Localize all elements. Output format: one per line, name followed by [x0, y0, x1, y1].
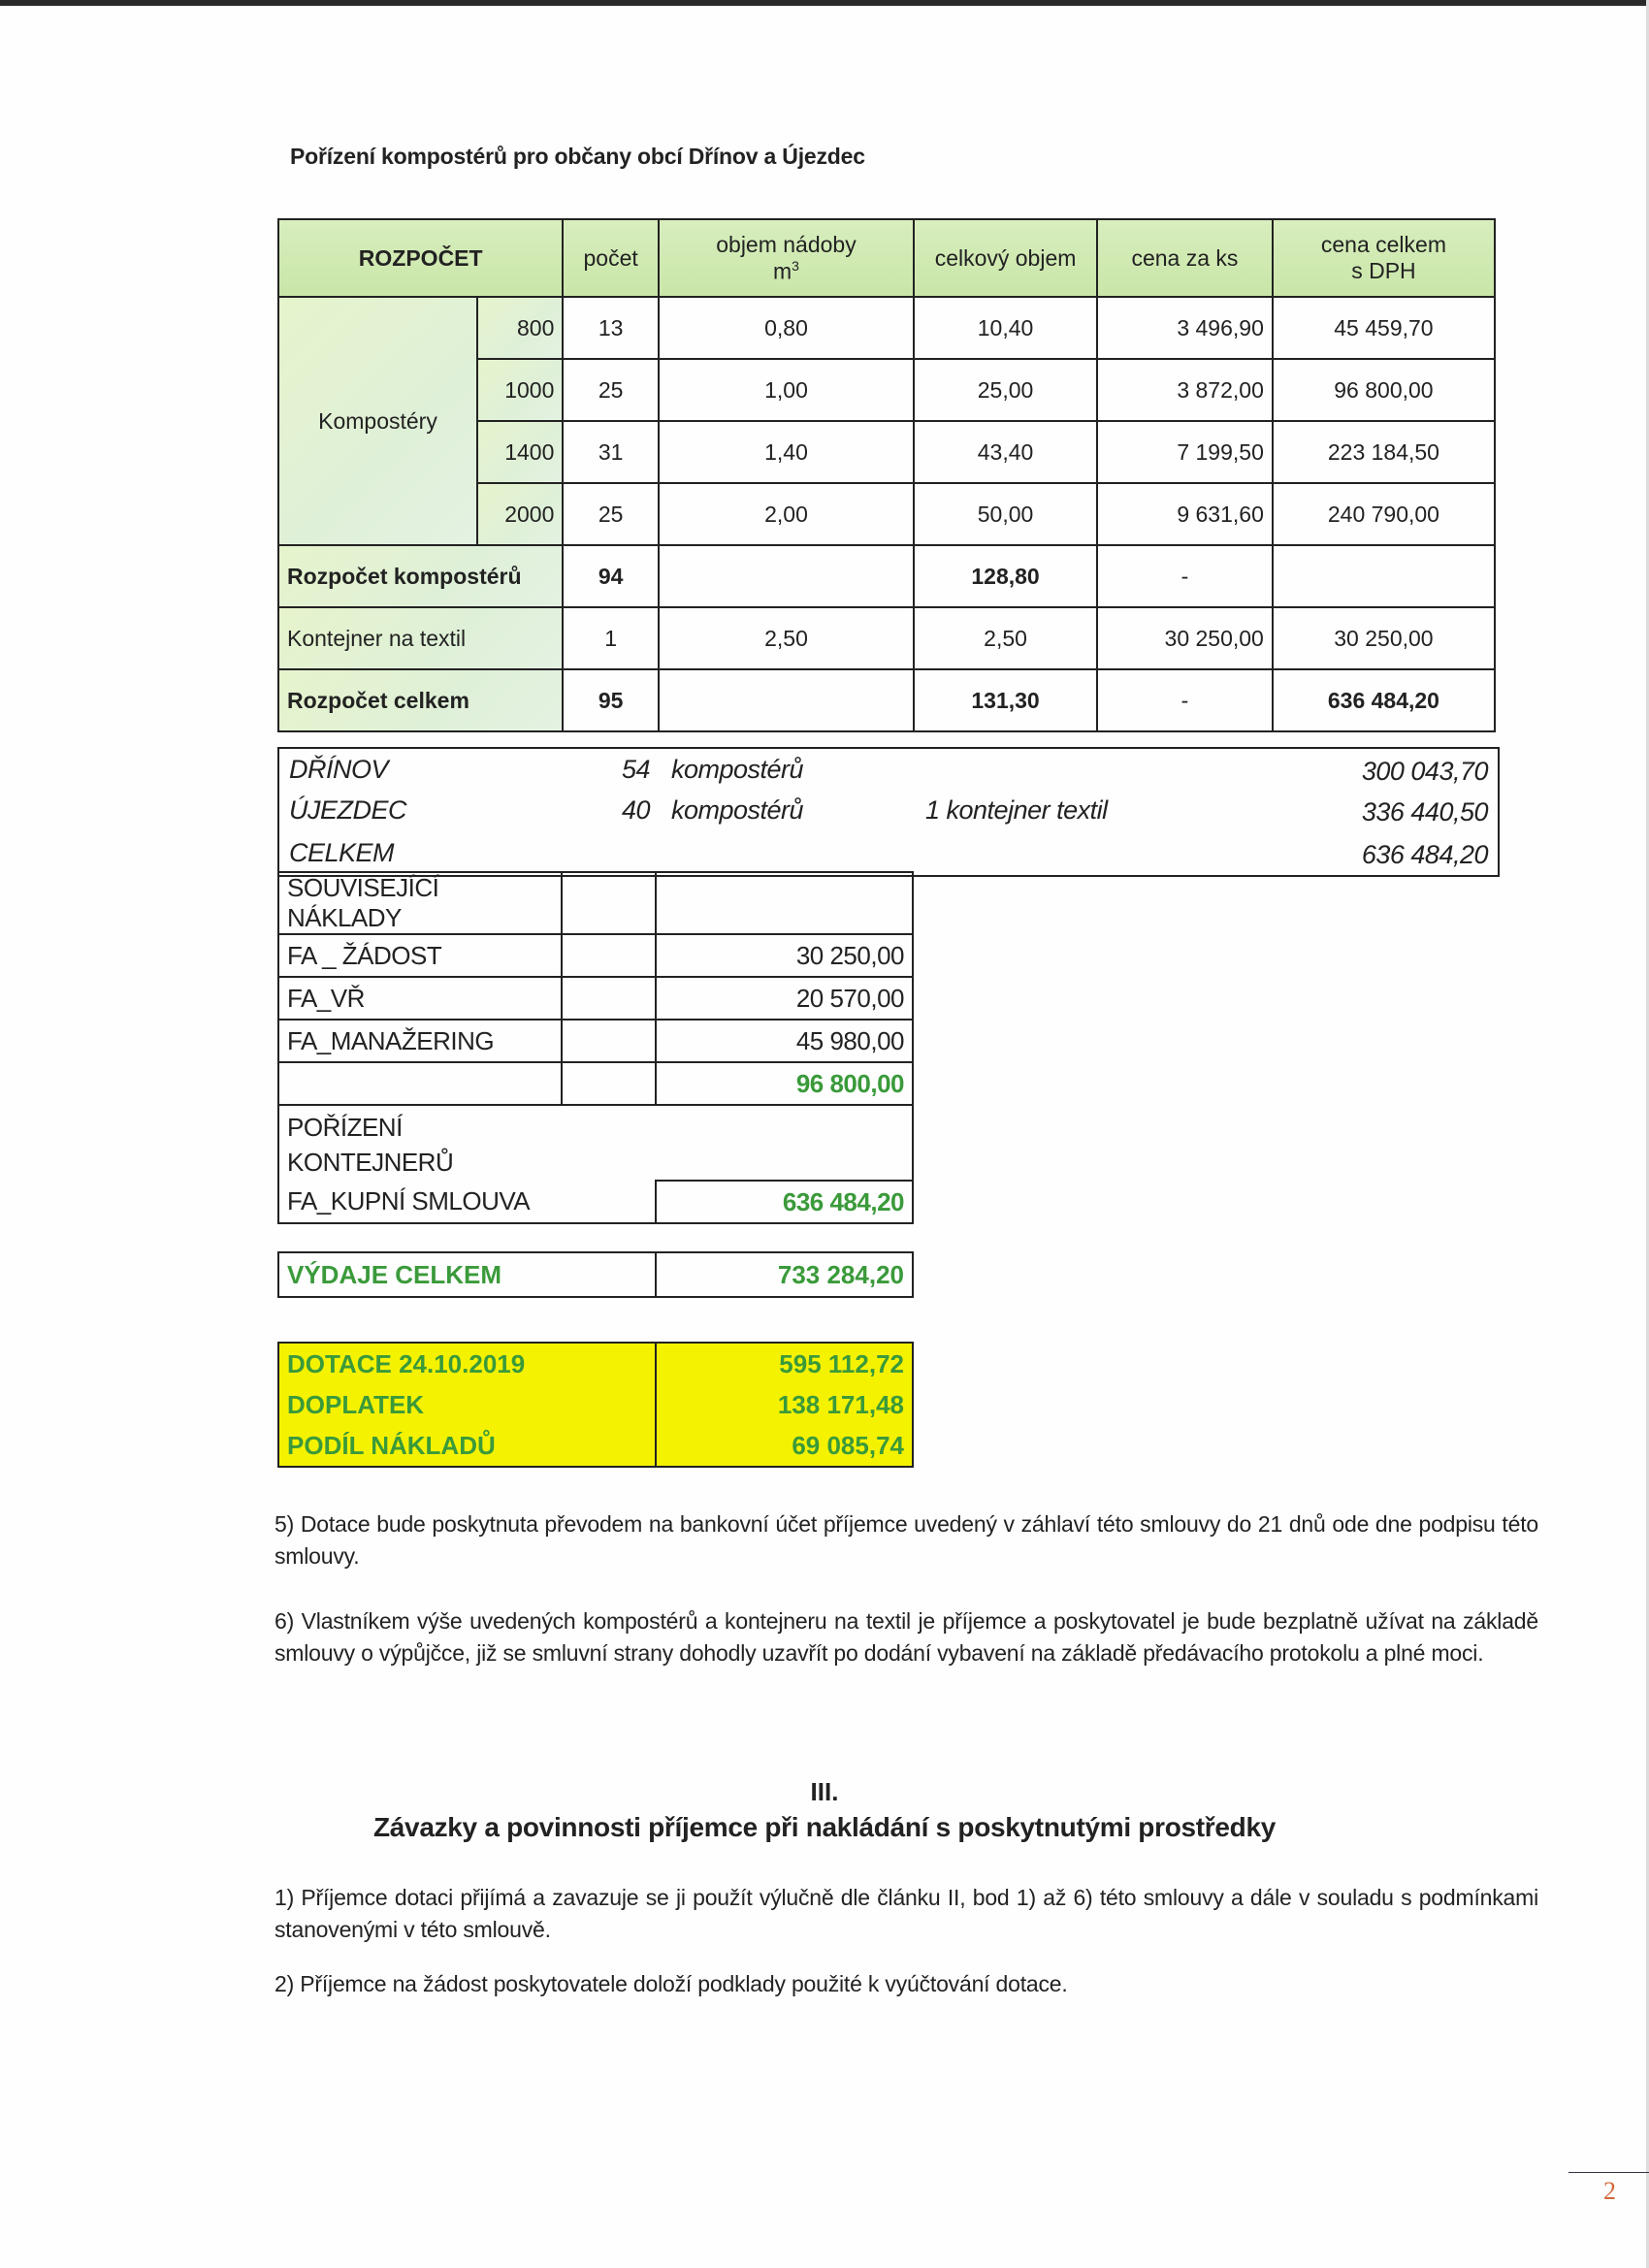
- cost-amount: 45 980,00: [656, 1020, 913, 1062]
- purchase-heading-l2: KONTEJNERŮ: [287, 1148, 454, 1177]
- subsidy-label: PODÍL NÁKLADŮ: [287, 1431, 496, 1460]
- header-objem-unit: [667, 258, 905, 285]
- costs-subtotal: 96 800,00: [656, 1062, 913, 1105]
- pocet-cell: 25: [563, 359, 658, 421]
- expenses-total-table: [277, 1251, 914, 1298]
- pocet-cell: 1: [563, 607, 658, 669]
- cena-celkem-cell: 45 459,70: [1273, 297, 1495, 359]
- objem-cell: [659, 545, 914, 607]
- header-celkovy-objem: celkový objem: [914, 219, 1097, 297]
- pocet-cell: 94: [563, 545, 658, 607]
- header-pocet: počet: [563, 219, 658, 297]
- celkovy-cell: 10,40: [914, 297, 1097, 359]
- objem-cell: 0,80: [659, 297, 914, 359]
- cena-celkem-cell: 240 790,00: [1273, 483, 1495, 545]
- empty-cell: [562, 872, 656, 934]
- size-cell: 1000: [477, 359, 563, 421]
- header-cena-celkem-l1: cena celkem: [1320, 232, 1446, 257]
- costs-header-row: [278, 872, 913, 934]
- objem-cell: [659, 669, 914, 731]
- purchase-heading-l1: POŘÍZENÍ: [287, 1113, 403, 1142]
- document-title: Pořízení kompostérů pro občany obcí Dřínov a Újezdec: [290, 144, 865, 169]
- size-cell: 2000: [477, 483, 563, 545]
- pocet-cell: 25: [563, 483, 658, 545]
- cena-celkem-cell: 223 184,50: [1273, 421, 1495, 483]
- budget-table: [277, 218, 1496, 732]
- subsidy-labels: [278, 1343, 656, 1467]
- subsidy-amounts: [656, 1343, 913, 1467]
- cena-ks-cell: 7 199,50: [1097, 421, 1273, 483]
- subsidy-label: DOPLATEK: [287, 1390, 425, 1419]
- muni-extra: 1 kontejner textil: [925, 795, 1108, 825]
- paragraph-6: 6) Vlastníkem výše uvedených kompostérů a kontejneru na textil je příjemce a poskytovatel je bude bezplatně užívat na základě smlouvy o výpůjčce, již se smluvní strany dohodly uzavřít po dodání vybavení na základě předávacího protokolu a plné moci.: [275, 1608, 1538, 1666]
- pocet-cell: 13: [563, 297, 658, 359]
- muni-name: DŘÍNOV: [289, 755, 389, 784]
- celkovy-cell: 43,40: [914, 421, 1097, 483]
- cost-label: FA _ ŽÁDOST: [278, 934, 562, 977]
- cena-ks-cell: -: [1097, 545, 1273, 607]
- purchase-heading-row: [278, 1105, 913, 1181]
- cost-amount: 20 570,00: [656, 977, 913, 1020]
- expenses-amount: 733 284,20: [656, 1252, 913, 1297]
- table-row: [278, 977, 913, 1020]
- celkovy-cell: 2,50: [914, 607, 1097, 669]
- cost-label: FA_VŘ: [278, 977, 562, 1020]
- page-number: 2: [1603, 2177, 1616, 2205]
- celkovy-cell: 25,00: [914, 359, 1097, 421]
- subtotal-label: Rozpočet kompostérů: [278, 545, 563, 607]
- unit-m: m: [773, 258, 792, 284]
- cena-ks-cell: 9 631,60: [1097, 483, 1273, 545]
- subsidy-amount: 138 171,48: [777, 1390, 904, 1419]
- objem-cell: 1,40: [659, 421, 914, 483]
- subsidy-row: [278, 1343, 913, 1467]
- muni-amount: 300 043,70: [1361, 757, 1488, 786]
- page-number-rule: [1568, 2172, 1649, 2173]
- empty-cell: [562, 934, 656, 977]
- cena-ks-cell: 3 872,00: [1097, 359, 1273, 421]
- scan-top-edge: [0, 0, 1649, 6]
- muni-count: 40: [621, 795, 650, 825]
- cost-amount: 30 250,00: [656, 934, 913, 977]
- cena-celkem-cell: 96 800,00: [1273, 359, 1495, 421]
- group-label-kompostery: Kompostéry: [278, 297, 477, 545]
- empty-cell: [656, 872, 913, 934]
- header-cena-celkem-l2: s DPH: [1351, 258, 1416, 283]
- subsidy-table: [277, 1342, 914, 1468]
- cena-ks-cell: 3 496,90: [1097, 297, 1273, 359]
- total-label: Rozpočet celkem: [278, 669, 563, 731]
- purchase-label: FA_KUPNÍ SMLOUVA: [278, 1181, 656, 1223]
- muni-amount: 336 440,50: [1361, 797, 1488, 826]
- paragraph-5: 5) Dotace bude poskytnuta převodem na bankovní účet příjemce uvedený v záhlaví této smlouvy do 21 dnů ode dne podpisu této smlouvy.: [275, 1511, 1538, 1569]
- cost-label: FA_MANAŽERING: [278, 1020, 562, 1062]
- objem-cell: 2,50: [659, 607, 914, 669]
- table-row: [278, 297, 1495, 359]
- pocet-cell: 95: [563, 669, 658, 731]
- unit-sup: 3: [792, 257, 799, 274]
- empty-cell: [278, 1062, 562, 1105]
- objem-cell: 1,00: [659, 359, 914, 421]
- subtotal-row: [278, 545, 1495, 607]
- section-paragraph-1: 1) Příjemce dotaci přijímá a zavazuje se ji použít výlučně dle článku II, bod 1) až 6) této smlouvy a dále v souladu s podmínkami stanovenými v této smlouvě.: [275, 1885, 1538, 1942]
- section-title: Závazky a povinnosti příjemce při nakládání s poskytnutými prostředky: [372, 1812, 1277, 1842]
- section-paragraph-2: 2) Příjemce na žádost poskytovatele doloží podklady použité k vyúčtování dotace.: [275, 1971, 1068, 1996]
- celkovy-cell: 131,30: [914, 669, 1097, 731]
- celkovy-cell: 50,00: [914, 483, 1097, 545]
- municipality-summary: [277, 747, 1500, 877]
- muni-name: CELKEM: [289, 838, 395, 867]
- total-row: [278, 669, 1495, 731]
- muni-unit: kompostérů: [671, 795, 804, 825]
- size-cell: 1400: [477, 421, 563, 483]
- purchase-amount: 636 484,20: [656, 1181, 913, 1223]
- empty-cell: [562, 977, 656, 1020]
- cena-ks-cell: 30 250,00: [1097, 607, 1273, 669]
- empty-cell: [562, 1062, 656, 1105]
- subsidy-amount: 69 085,74: [792, 1431, 904, 1460]
- textil-label: Kontejner na textil: [278, 607, 563, 669]
- header-cena-celkem: [1273, 219, 1495, 297]
- section-number: III.: [810, 1777, 839, 1806]
- objem-cell: 2,00: [659, 483, 914, 545]
- costs-subtotal-row: [278, 1062, 913, 1105]
- table-row: [278, 934, 913, 977]
- header-cena-za-ks: cena za ks: [1097, 219, 1273, 297]
- purchase-row: [278, 1181, 913, 1223]
- cena-celkem-cell: 636 484,20: [1273, 669, 1495, 731]
- header-objem-label: objem nádoby: [716, 231, 857, 257]
- cena-celkem-cell: [1273, 545, 1495, 607]
- header-objem-nadoby: [659, 219, 914, 297]
- pocet-cell: 31: [563, 421, 658, 483]
- subsidy-label: DOTACE 24.10.2019: [287, 1349, 526, 1378]
- expenses-label: VÝDAJE CELKEM: [278, 1252, 656, 1297]
- expenses-row: [278, 1252, 913, 1297]
- muni-amount: 636 484,20: [1361, 840, 1488, 869]
- textil-row: [278, 607, 1495, 669]
- empty-cell: [562, 1020, 656, 1062]
- size-cell: 800: [477, 297, 563, 359]
- celkovy-cell: 128,80: [914, 545, 1097, 607]
- table-row: [278, 1020, 913, 1062]
- cena-ks-cell: -: [1097, 669, 1273, 731]
- subsidy-amount: 595 112,72: [779, 1349, 904, 1378]
- muni-name: ÚJEZDEC: [289, 795, 407, 825]
- related-costs-table: [277, 871, 914, 1224]
- costs-header: SOUVISEJÍCÍ NÁKLADY: [278, 872, 562, 934]
- cena-celkem-cell: 30 250,00: [1273, 607, 1495, 669]
- header-rozpocet: ROZPOČET: [278, 219, 563, 297]
- budget-header-row: [278, 219, 1495, 297]
- muni-count: 54: [621, 755, 650, 784]
- muni-unit: kompostérů: [671, 755, 804, 784]
- purchase-heading: [278, 1105, 913, 1181]
